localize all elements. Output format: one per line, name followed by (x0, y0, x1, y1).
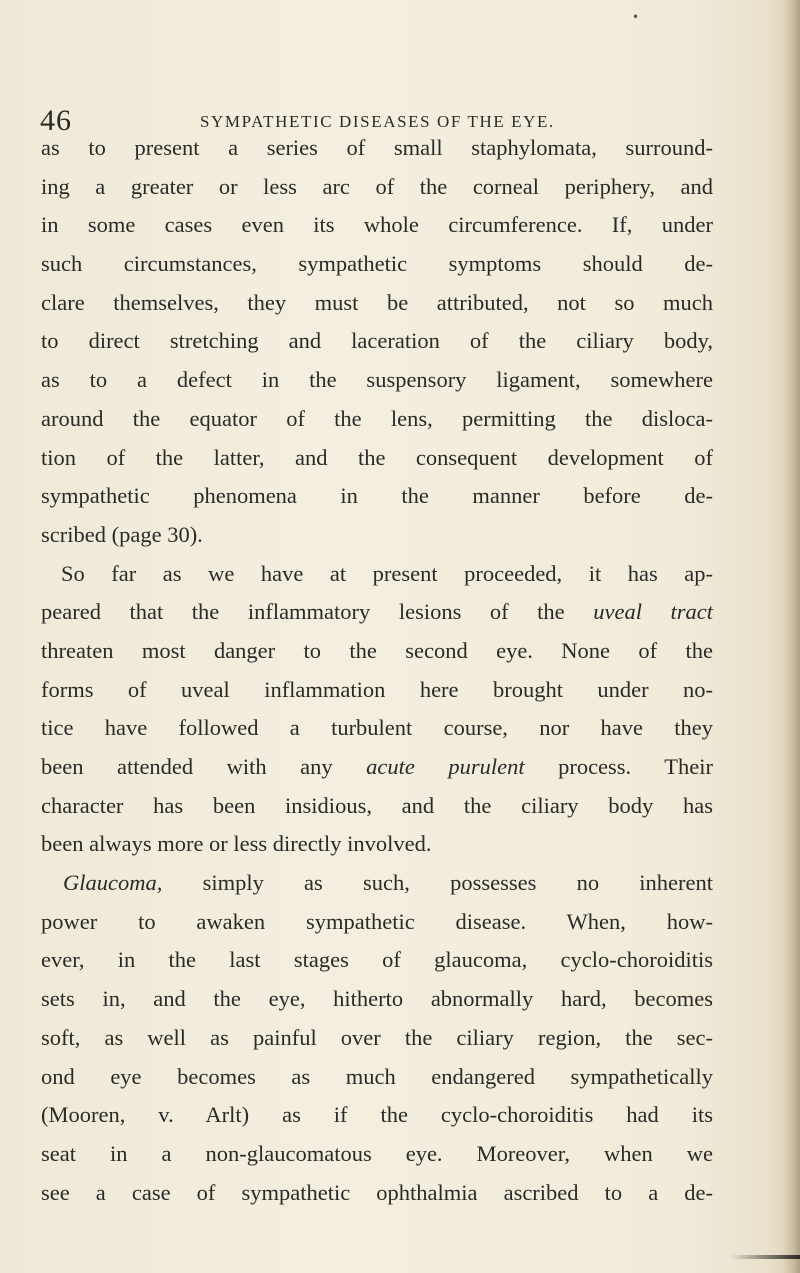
italic-term: Glaucoma, (63, 870, 163, 896)
text-line: around the equator of the lens, permitting the disloca- (41, 405, 713, 431)
text-line: been always more or less directly involved. (41, 831, 432, 857)
italic-term: uveal tract (593, 599, 713, 625)
text-run: peared that the inflammatory lesions of the (41, 599, 594, 625)
text-run: been attended with any (41, 754, 367, 779)
italic-term: acute purulent (366, 754, 525, 779)
ink-speck: • (632, 10, 640, 24)
text-line: to direct stretching and laceration of the ciliary body, (41, 328, 713, 354)
text-line: sets in, and the eye, hitherto abnormally hard, becomes (41, 986, 713, 1012)
page-edge-mark (730, 1255, 800, 1259)
text-line (41, 748, 713, 787)
text-line: as to present a series of small staphylomata, surround- (41, 135, 713, 160)
text-line (41, 593, 713, 632)
text-line: as to a defect in the suspensory ligament, somewhere (41, 367, 713, 393)
text-line: threaten most danger to the second eye. None of the (41, 637, 713, 663)
text-line: tice have followed a turbulent course, nor have they (41, 715, 713, 741)
text-line (41, 864, 713, 903)
text-line: ing a greater or less arc of the corneal periphery, and (41, 173, 713, 199)
body-text (41, 129, 713, 1212)
text-line: such circumstances, sympathetic symptoms should de- (41, 251, 713, 277)
text-line: ond eye becomes as much endangered sympathetically (41, 1063, 713, 1089)
page-edge-shadow (782, 0, 800, 1273)
text-line: clare themselves, they must be attributed, not so much (41, 289, 713, 315)
text-line: So far as we have at present proceeded, it has ap- (61, 560, 713, 586)
running-head: SYMPATHETIC DISEASES OF THE EYE. (200, 112, 555, 131)
text-line: sympathetic phenomena in the manner before de- (41, 483, 713, 509)
text-line: (Mooren, v. Arlt) as if the cyclo-choroiditis had its (41, 1102, 713, 1128)
text-line: ever, in the last stages of glaucoma, cyclo-choroiditis (41, 947, 713, 973)
text-line: forms of uveal inflammation here brought under no- (41, 676, 713, 702)
text-line: scribed (page 30). (41, 521, 203, 547)
text-line: see a case of sympathetic ophthalmia ascribed to a de- (41, 1179, 713, 1205)
text-line: seat in a non-glaucomatous eye. Moreover, when we (41, 1140, 713, 1166)
text-line: power to awaken sympathetic disease. When, how- (41, 908, 713, 934)
text-line: character has been insidious, and the ciliary body has (41, 792, 713, 818)
page-number: 46 (40, 104, 72, 137)
text-line: tion of the latter, and the consequent development of (41, 444, 713, 470)
text-line: in some cases even its whole circumference. If, under (41, 212, 713, 238)
text-line: soft, as well as painful over the ciliary region, the sec- (41, 1024, 713, 1050)
text-run: simply as such, possesses no inherent (162, 870, 713, 896)
text-run: process. Their (524, 754, 713, 779)
